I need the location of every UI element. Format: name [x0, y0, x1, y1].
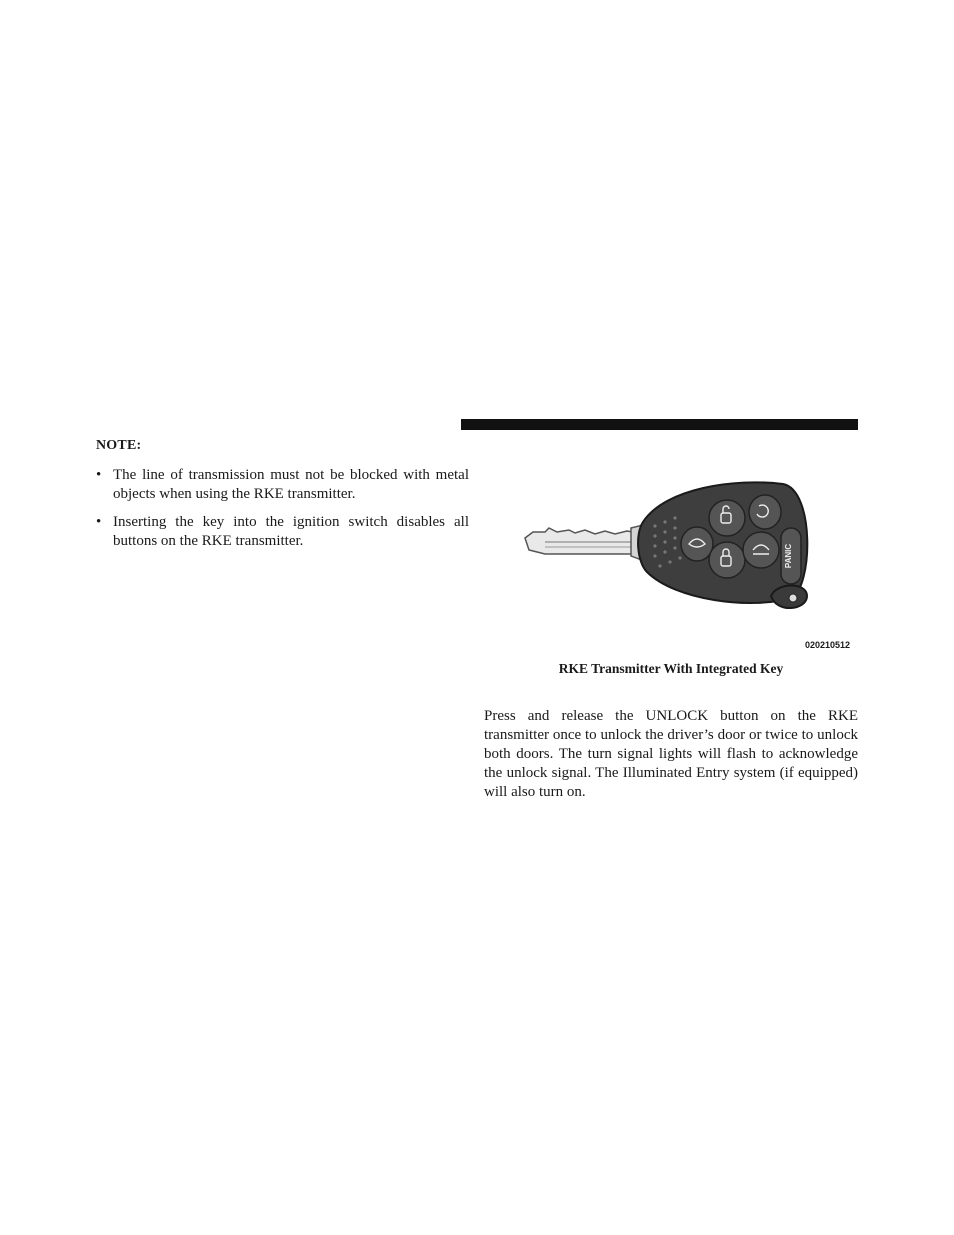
bullet-icon: • [96, 514, 102, 530]
bullet-text: Inserting the key into the ignition switch disables all buttons on the RKE transmitter. [113, 514, 469, 549]
bullet-text: The line of transmission must not be blocked with metal objects when using the RKE transmitter. [113, 467, 469, 502]
note-heading: NOTE: [96, 438, 142, 453]
list-item [96, 513, 469, 551]
panic-button-label: PANIC [784, 543, 793, 569]
list-item [96, 466, 469, 504]
figure-code: 020210512 [805, 640, 851, 650]
body-paragraph: Press and release the UNLOCK button on the RKE transmitter once to unlock the driver’s door or twice to unlock both doors. The turn signal lights will flash to acknowledge the unlock signal. The Illuminated Entry system (if equipped) will also turn on. [484, 708, 858, 800]
rke-key-fob-illustration [515, 470, 815, 630]
section-divider [461, 419, 858, 430]
note-bullet-list [96, 466, 469, 560]
figure-caption: RKE Transmitter With Integrated Key [558, 661, 784, 676]
bullet-icon: • [96, 467, 102, 483]
